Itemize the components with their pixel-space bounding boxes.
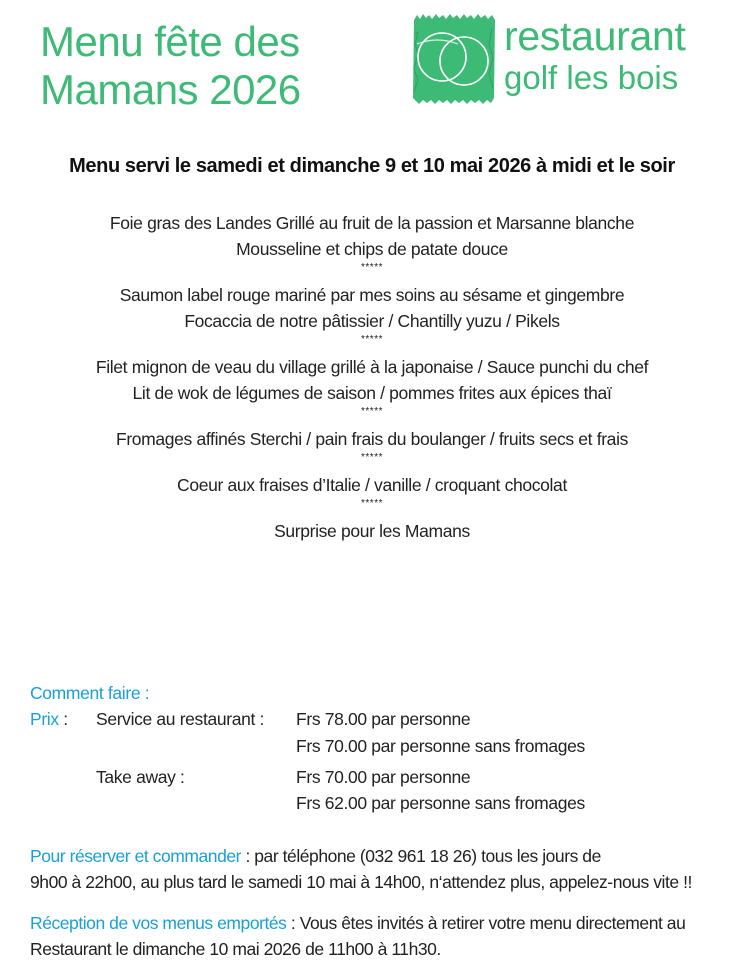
reception-text-1: : Vous êtes invités à retirer votre menu directement au: [286, 913, 686, 933]
prix-label: Prix: [30, 709, 59, 729]
menu-courses: [0, 210, 744, 544]
course-separator: *****: [361, 498, 383, 509]
menu-service-dates: Menu servi le samedi et dimanche 9 et 10 mai 2026 à midi et le soir: [69, 155, 675, 177]
course-main: [0, 354, 744, 406]
reserve-text-1: : par téléphone (032 961 18 26) tous les jours de: [241, 846, 601, 866]
course-starter: [0, 210, 744, 262]
logo-text-line-1: restaurant: [504, 13, 686, 59]
reservation-info: [30, 843, 730, 895]
takeaway-pickup-info: [30, 910, 730, 962]
service-price-1: Frs 78.00 par personne: [296, 709, 471, 729]
service-label: Service au restaurant :: [96, 709, 265, 729]
logo-text-line-2: golf les bois: [504, 59, 679, 96]
service-price-2: Frs 70.00 par personne sans fromages: [296, 736, 585, 756]
course-line: Mousseline et chips de patate douce: [236, 239, 508, 259]
logo-mark-icon: [412, 14, 496, 104]
prix-colon: :: [58, 709, 68, 729]
course-line: Surprise pour les Mamans: [274, 521, 470, 541]
course-line: Coeur aux fraises d’Italie / vanille / croquant chocolat: [177, 475, 567, 495]
course-separator: *****: [361, 262, 383, 273]
reception-label: Réception de vos menus emportés: [30, 913, 287, 933]
reserve-label: Pour réserver et commander: [30, 846, 242, 866]
restaurant-logo: [504, 14, 686, 98]
course-line: Filet mignon de veau du village grillé à la japonaise / Sauce punchi du chef: [95, 357, 649, 377]
course-line: Saumon label rouge mariné par mes soins au sésame et gingembre: [119, 285, 625, 305]
price-label: [30, 706, 68, 732]
takeaway-price-1: Frs 70.00 par personne: [296, 767, 471, 787]
course-line: Lit de wok de légumes de saison / pommes frites aux épices thaï: [132, 383, 612, 403]
title-line-1: Menu fête des: [40, 18, 300, 65]
course-fish: [0, 282, 744, 334]
course-separator: *****: [361, 452, 383, 463]
takeaway-label: Take away :: [96, 767, 185, 787]
course-line: Fromages affinés Sterchi / pain frais du boulanger / fruits secs et frais: [115, 429, 629, 449]
course-separator: *****: [361, 406, 383, 417]
title-line-2: Mamans 2026: [40, 66, 301, 113]
reserve-text-2: 9h00 à 22h00, au plus tard le samedi 10 mai à 14h00, n‘attendez plus, appelez-nous vite !!: [30, 872, 692, 892]
course-line: Focaccia de notre pâtissier / Chantilly yuzu / Pikels: [184, 311, 560, 331]
page-title: [40, 18, 301, 114]
course-surprise: [0, 518, 744, 544]
takeaway-price-2: Frs 62.00 par personne sans fromages: [296, 793, 585, 813]
course-separator: *****: [361, 334, 383, 345]
course-cheese: [0, 426, 744, 452]
how-to-order-heading: Comment faire :: [30, 683, 150, 703]
reception-text-2: Restaurant le dimanche 10 mai 2026 de 11h00 à 11h30.: [30, 939, 441, 959]
course-line: Foie gras des Landes Grillé au fruit de la passion et Marsanne blanche: [109, 213, 635, 233]
course-dessert: [0, 472, 744, 498]
